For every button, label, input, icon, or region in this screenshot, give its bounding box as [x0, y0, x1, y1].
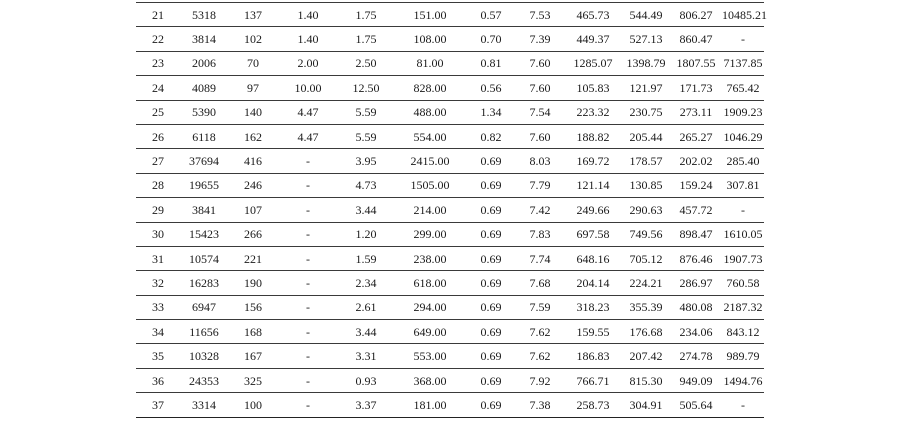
table-cell: 5.59 [338, 100, 394, 124]
table-cell: 204.14 [564, 271, 622, 295]
table-cell: 7.60 [516, 51, 564, 75]
table-cell: 224.21 [622, 271, 670, 295]
table-cell: 105.83 [564, 76, 622, 100]
table-cell: 949.09 [670, 368, 722, 392]
table-cell: 7.42 [516, 198, 564, 222]
table-row [136, 368, 764, 392]
table-cell: 15423 [180, 222, 228, 246]
table-cell: 6118 [180, 124, 228, 148]
table-cell: 3314 [180, 393, 228, 417]
table-cell: 0.69 [466, 393, 516, 417]
table-cell: 266 [228, 222, 278, 246]
table-cell: 1398.79 [622, 51, 670, 75]
table-cell: 4.47 [278, 100, 338, 124]
table-cell: 0.69 [466, 173, 516, 197]
table-cell: 860.47 [670, 27, 722, 51]
table-cell: 3814 [180, 27, 228, 51]
table-cell: 10328 [180, 344, 228, 368]
row-number-cell: 24 [136, 76, 180, 100]
row-number-cell: 35 [136, 344, 180, 368]
table-cell: 2187.32 [722, 295, 764, 319]
table-cell: 1907.73 [722, 246, 764, 270]
table-cell: 0.69 [466, 271, 516, 295]
table-cell: 6947 [180, 295, 228, 319]
table-cell: 765.42 [722, 76, 764, 100]
table-cell: - [278, 295, 338, 319]
table-cell: 205.44 [622, 124, 670, 148]
table-cell: 285.40 [722, 149, 764, 173]
table-cell: 190 [228, 271, 278, 295]
table-cell: 168 [228, 320, 278, 344]
table-cell: 121.14 [564, 173, 622, 197]
table-cell: 0.93 [338, 368, 394, 392]
table-cell: - [722, 198, 764, 222]
table-cell: - [278, 173, 338, 197]
table-cell: 159.55 [564, 320, 622, 344]
row-number-cell: 23 [136, 51, 180, 75]
table-cell: 553.00 [394, 344, 466, 368]
table-cell: 37694 [180, 149, 228, 173]
table-cell: 457.72 [670, 198, 722, 222]
table-cell: 167 [228, 344, 278, 368]
table-cell: 325 [228, 368, 278, 392]
table-cell: 3841 [180, 198, 228, 222]
table-cell: 0.69 [466, 295, 516, 319]
table-cell: 151.00 [394, 3, 466, 27]
row-number-cell: 37 [136, 393, 180, 417]
table-cell: 7137.85 [722, 51, 764, 75]
table-row [136, 295, 764, 319]
table-cell: 1610.05 [722, 222, 764, 246]
table-cell: 0.69 [466, 246, 516, 270]
table-cell: - [722, 393, 764, 417]
table-cell: 16283 [180, 271, 228, 295]
table-cell: 1.75 [338, 3, 394, 27]
table-cell: 10574 [180, 246, 228, 270]
table-cell: 186.83 [564, 344, 622, 368]
table-cell: 2.34 [338, 271, 394, 295]
table-cell: 1.59 [338, 246, 394, 270]
table-cell: 294.00 [394, 295, 466, 319]
table-cell: 0.70 [466, 27, 516, 51]
row-number-cell: 22 [136, 27, 180, 51]
table-cell: 8.03 [516, 149, 564, 173]
table-cell: 0.69 [466, 320, 516, 344]
table-cell: 202.02 [670, 149, 722, 173]
table-cell: 181.00 [394, 393, 466, 417]
table-cell: - [278, 368, 338, 392]
table-row [136, 173, 764, 197]
table-cell: 1.34 [466, 100, 516, 124]
table-cell: 246 [228, 173, 278, 197]
table-cell: 527.13 [622, 27, 670, 51]
table-cell: 7.83 [516, 222, 564, 246]
table-cell: 989.79 [722, 344, 764, 368]
row-number-cell: 21 [136, 3, 180, 27]
table-cell: 828.00 [394, 76, 466, 100]
table-cell: 0.82 [466, 124, 516, 148]
table-cell: 107 [228, 198, 278, 222]
table-cell: 505.64 [670, 393, 722, 417]
table-cell: 5390 [180, 100, 228, 124]
table-cell: 70 [228, 51, 278, 75]
table-cell: 81.00 [394, 51, 466, 75]
table-cell: - [278, 320, 338, 344]
table-cell: 156 [228, 295, 278, 319]
table-cell: 24353 [180, 368, 228, 392]
table-cell: 7.54 [516, 100, 564, 124]
table-cell: 697.58 [564, 222, 622, 246]
row-number-cell: 25 [136, 100, 180, 124]
table-cell: 2.00 [278, 51, 338, 75]
table-cell: 7.79 [516, 173, 564, 197]
table-cell: 0.69 [466, 368, 516, 392]
table-cell: 5318 [180, 3, 228, 27]
table-cell: 0.81 [466, 51, 516, 75]
table-cell: 130.85 [622, 173, 670, 197]
table-cell: 265.27 [670, 124, 722, 148]
table-cell: 159.24 [670, 173, 722, 197]
row-number-cell: 28 [136, 173, 180, 197]
table-cell: 137 [228, 3, 278, 27]
table-cell: - [278, 393, 338, 417]
table-cell: 3.37 [338, 393, 394, 417]
table-cell: - [722, 27, 764, 51]
table-cell: 618.00 [394, 271, 466, 295]
table-cell: 0.56 [466, 76, 516, 100]
table-cell: 649.00 [394, 320, 466, 344]
table-cell: 0.57 [466, 3, 516, 27]
table-cell: 307.81 [722, 173, 764, 197]
table-cell: 7.60 [516, 124, 564, 148]
table-cell: 7.38 [516, 393, 564, 417]
table-cell: - [278, 222, 338, 246]
table-cell: 169.72 [564, 149, 622, 173]
table-cell: 108.00 [394, 27, 466, 51]
data-table [136, 2, 767, 418]
table-row [136, 27, 764, 51]
table-cell: 171.73 [670, 76, 722, 100]
row-number-cell: 26 [136, 124, 180, 148]
table-cell: 648.16 [564, 246, 622, 270]
table-cell: 1494.76 [722, 368, 764, 392]
table-cell: 1909.23 [722, 100, 764, 124]
table-cell: 7.53 [516, 3, 564, 27]
table-cell: 7.74 [516, 246, 564, 270]
table-cell: 97 [228, 76, 278, 100]
table-cell: 7.68 [516, 271, 564, 295]
table-row [136, 51, 764, 75]
table-cell: 258.73 [564, 393, 622, 417]
table-row [136, 271, 764, 295]
table-cell: 290.63 [622, 198, 670, 222]
table-cell: 4089 [180, 76, 228, 100]
table-cell: 1.40 [278, 27, 338, 51]
table-row [136, 222, 764, 246]
table-cell: 760.58 [722, 271, 764, 295]
table-cell: 318.23 [564, 295, 622, 319]
table-cell: 876.46 [670, 246, 722, 270]
table-cell: 11656 [180, 320, 228, 344]
table-cell: 749.56 [622, 222, 670, 246]
table-row [136, 393, 764, 417]
table-cell: 7.39 [516, 27, 564, 51]
table-cell: 214.00 [394, 198, 466, 222]
table-row [136, 344, 764, 368]
table-cell: 2415.00 [394, 149, 466, 173]
table-cell: - [278, 271, 338, 295]
table-cell: 0.69 [466, 198, 516, 222]
table-cell: 230.75 [622, 100, 670, 124]
row-number-cell: 36 [136, 368, 180, 392]
table-cell: 416 [228, 149, 278, 173]
table-cell: 2.61 [338, 295, 394, 319]
table-cell: 102 [228, 27, 278, 51]
table-cell: 286.97 [670, 271, 722, 295]
table-cell: 368.00 [394, 368, 466, 392]
table-row [136, 149, 764, 173]
table-cell: 480.08 [670, 295, 722, 319]
table-cell: - [278, 198, 338, 222]
table-cell: 3.44 [338, 198, 394, 222]
table-cell: 10485.21 [722, 3, 764, 27]
table-cell: - [278, 149, 338, 173]
table-row [136, 76, 764, 100]
table-cell: 19655 [180, 173, 228, 197]
table-cell: 7.92 [516, 368, 564, 392]
table-cell: 7.60 [516, 76, 564, 100]
table-cell: 2006 [180, 51, 228, 75]
table-cell: 1046.29 [722, 124, 764, 148]
table-row [136, 3, 764, 27]
row-number-cell: 31 [136, 246, 180, 270]
table-cell: 488.00 [394, 100, 466, 124]
table-cell: 2.50 [338, 51, 394, 75]
table-cell: 274.78 [670, 344, 722, 368]
table-cell: 1.75 [338, 27, 394, 51]
table-cell: 223.32 [564, 100, 622, 124]
table-row [136, 246, 764, 270]
table-cell: 0.69 [466, 344, 516, 368]
table-body [136, 3, 767, 418]
table-cell: 7.62 [516, 344, 564, 368]
table-cell: 544.49 [622, 3, 670, 27]
table-cell: 766.71 [564, 368, 622, 392]
table-cell: 140 [228, 100, 278, 124]
table-row [136, 124, 764, 148]
table-row [136, 100, 764, 124]
row-number-cell: 34 [136, 320, 180, 344]
table-cell: 3.95 [338, 149, 394, 173]
table-cell: 5.59 [338, 124, 394, 148]
table-cell: 121.97 [622, 76, 670, 100]
row-number-cell: 27 [136, 149, 180, 173]
table-cell: 815.30 [622, 368, 670, 392]
row-number-cell: 32 [136, 271, 180, 295]
table-cell: - [278, 344, 338, 368]
table-cell: 12.50 [338, 76, 394, 100]
table-cell: 705.12 [622, 246, 670, 270]
table-cell: 249.66 [564, 198, 622, 222]
table-cell: 1505.00 [394, 173, 466, 197]
table-cell: 843.12 [722, 320, 764, 344]
row-number-cell: 29 [136, 198, 180, 222]
table-cell: 465.73 [564, 3, 622, 27]
table-cell: 449.37 [564, 27, 622, 51]
row-number-cell: 30 [136, 222, 180, 246]
table-cell: 0.69 [466, 222, 516, 246]
table-cell: 4.73 [338, 173, 394, 197]
table-row [136, 198, 764, 222]
table-cell: 238.00 [394, 246, 466, 270]
row-number-cell: 33 [136, 295, 180, 319]
table-cell: - [278, 246, 338, 270]
table-cell: 273.11 [670, 100, 722, 124]
table-cell: 234.06 [670, 320, 722, 344]
table-cell: 188.82 [564, 124, 622, 148]
table-cell: 806.27 [670, 3, 722, 27]
table-cell: 1.40 [278, 3, 338, 27]
table-cell: 221 [228, 246, 278, 270]
table-cell: 178.57 [622, 149, 670, 173]
table-cell: 7.59 [516, 295, 564, 319]
table-cell: 3.31 [338, 344, 394, 368]
table-cell: 554.00 [394, 124, 466, 148]
table-cell: 207.42 [622, 344, 670, 368]
table-cell: 299.00 [394, 222, 466, 246]
table-cell: 4.47 [278, 124, 338, 148]
table-cell: 1807.55 [670, 51, 722, 75]
table-cell: 304.91 [622, 393, 670, 417]
table-cell: 162 [228, 124, 278, 148]
table-cell: 100 [228, 393, 278, 417]
table-cell: 176.68 [622, 320, 670, 344]
table-cell: 898.47 [670, 222, 722, 246]
table-cell: 1285.07 [564, 51, 622, 75]
table-row [136, 320, 764, 344]
table-cell: 1.20 [338, 222, 394, 246]
table-cell: 0.69 [466, 149, 516, 173]
table-cell: 3.44 [338, 320, 394, 344]
table-cell: 7.62 [516, 320, 564, 344]
table-cell: 355.39 [622, 295, 670, 319]
table-cell: 10.00 [278, 76, 338, 100]
